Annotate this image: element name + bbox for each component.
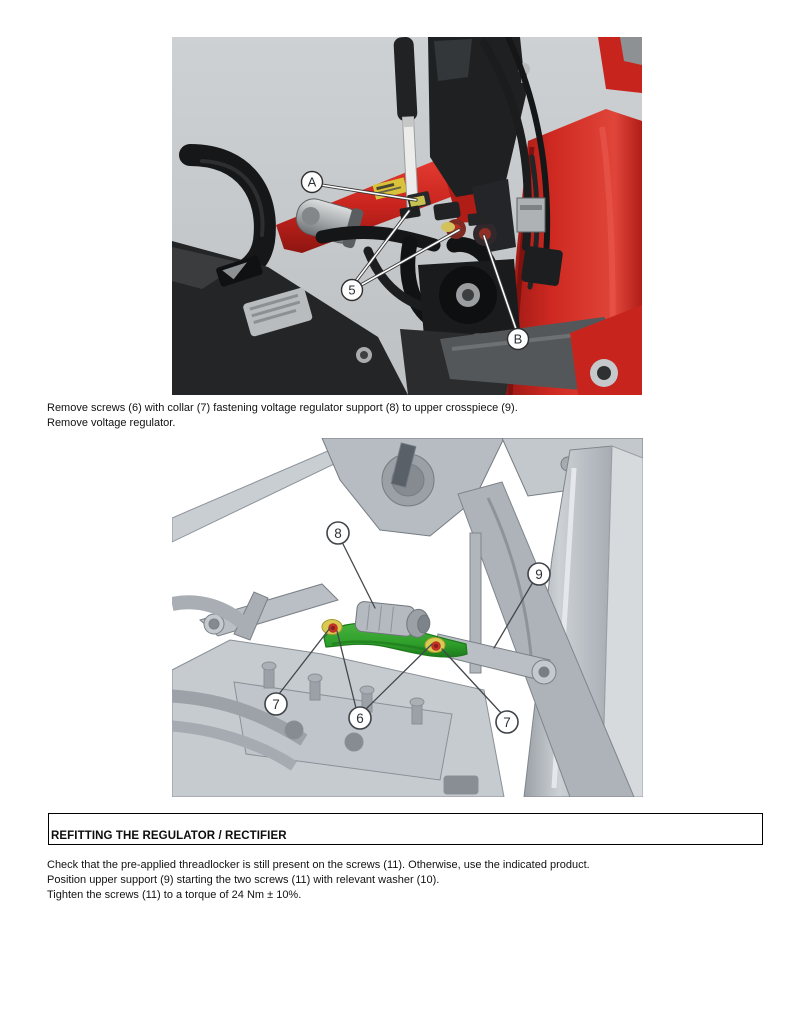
callout-9-label: 9 [535, 566, 543, 582]
callout-9 [528, 563, 550, 585]
callout-7-left [265, 693, 287, 715]
figure-diagram-regulator-support [172, 438, 643, 797]
callout-8 [327, 522, 349, 544]
instruction-line: Tighten the screws (11) to a torque of 24 Nm ± 10%. [47, 889, 302, 901]
callout-5 [342, 280, 363, 301]
photo-regulator-connectors [172, 37, 642, 395]
screw-left [322, 620, 342, 635]
instruction-line: Remove voltage regulator. [47, 417, 176, 429]
instruction-line: Position upper support (9) starting the two screws (11) with relevant washer (10). [47, 874, 440, 886]
callout-a-label: A [307, 174, 317, 190]
callout-7-right [496, 711, 518, 733]
callout-a [302, 172, 323, 193]
callout-7-right-label: 7 [503, 714, 511, 730]
diagram-regulator-support [172, 438, 643, 797]
instructions-refitting [47, 858, 590, 903]
instruction-line: Remove screws (6) with collar (7) fastening voltage regulator support (8) to upper crosspiece (9). [47, 402, 518, 414]
section-heading-box [48, 813, 763, 845]
section-heading-title: REFITTING THE REGULATOR / RECTIFIER [51, 830, 287, 842]
instruction-line: Check that the pre-applied threadlocker is still present on the screws (11). Otherwise, use the indicated product. [47, 859, 590, 871]
screw-right [425, 638, 445, 653]
callout-8-label: 8 [334, 525, 342, 541]
figure-photo-regulator-connectors [172, 37, 642, 395]
instructions-removal [47, 401, 518, 431]
callout-b-label: B [513, 331, 523, 347]
callout-b [508, 329, 529, 350]
callout-7-left-label: 7 [272, 696, 280, 712]
callout-6-label: 6 [356, 710, 364, 726]
callout-6 [349, 707, 371, 729]
callout-5-label: 5 [348, 282, 356, 298]
